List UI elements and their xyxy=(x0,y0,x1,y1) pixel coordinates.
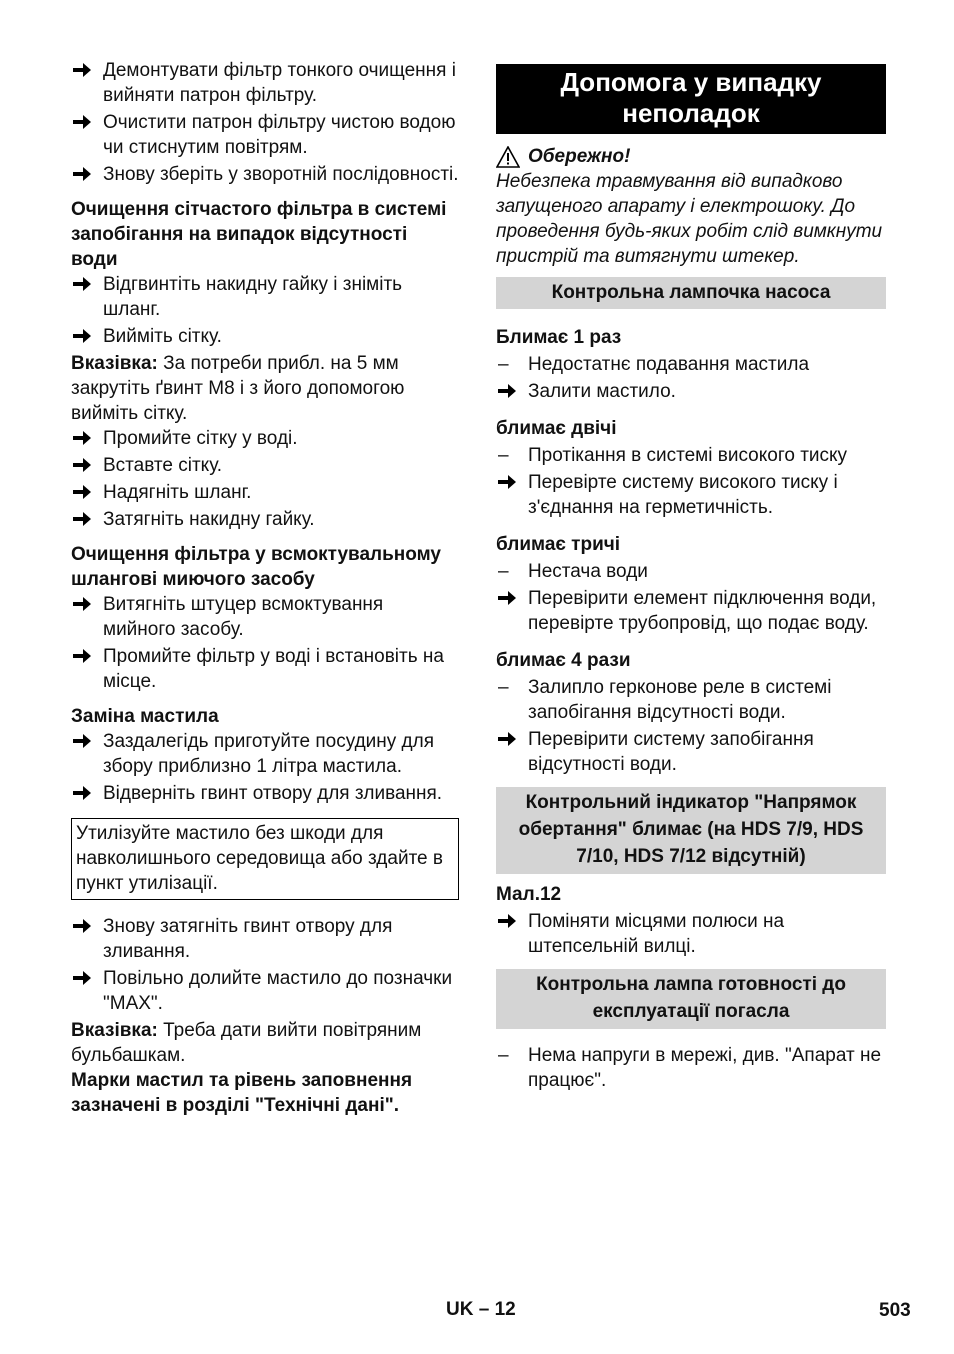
step-item: Повільно долийте мастило до позначки "MAX". xyxy=(71,966,459,1016)
step-item: Промийте фільтр у воді і встановіть на місце. xyxy=(71,644,459,694)
arrow-right-icon xyxy=(73,644,99,669)
cause-item: – Нема напруги в мережі, див. "Апарат не працює". xyxy=(498,1045,882,1091)
right-column xyxy=(496,58,886,1095)
arrow-right-icon xyxy=(73,58,99,83)
fix-item: Перевірте систему високого тиску і з'єднання на герметичність. xyxy=(496,470,886,520)
environment-note-box: Утилізуйте мастило без шкоди для навколишнього середовища або здайте в пункт утилізації. xyxy=(71,818,459,900)
arrow-right-icon xyxy=(73,914,99,939)
arrow-right-icon xyxy=(498,470,524,495)
step-item: Відгвинтіть накидну гайку і зніміть шланг. xyxy=(71,272,459,322)
step-item: Заздалегідь приготуйте посудину для збору приблизно 1 літра мастила. xyxy=(71,729,459,779)
note-label: Вказівка: xyxy=(71,353,158,374)
heading-suction-filter: Очищення фільтра у всмоктувальному шлангові миючого засобу xyxy=(71,544,441,590)
arrow-right-icon xyxy=(73,453,99,478)
page-number: 503 xyxy=(879,1300,911,1321)
step-item: Відверніть гвинт отвору для зливання. xyxy=(71,781,459,806)
step-item: Затягніть накидну гайку. xyxy=(71,507,459,532)
note-paragraph xyxy=(71,351,459,426)
rotation-indicator-title: Контрольний індикатор "Напрямок обертання" блимає (на HDS 7/9, HDS 7/10, HDS 7/12 відсутній) xyxy=(496,787,886,874)
footer-section-label: UK – 12 xyxy=(446,1299,516,1320)
arrow-right-icon xyxy=(498,586,524,611)
warning-triangle-icon xyxy=(496,146,520,168)
step-item: Знову зберіть у зворотній послідовності. xyxy=(71,162,459,187)
figure-reference: Мал.12 xyxy=(496,884,562,905)
cause-item: – Залипло герконове реле в системі запобігання відсутності води. xyxy=(498,677,832,723)
arrow-right-icon xyxy=(73,162,99,187)
heading-oil-change: Заміна мастила xyxy=(71,706,219,727)
warning-text: Небезпека травмування від випадково запущеного апарату і електрошоку. До проведення будь-яких робіт слід вимкнути пристрій та витягнути штекер. xyxy=(496,171,883,267)
cause-item: – Недостатнє подавання мастила xyxy=(498,354,810,375)
note-label: Вказівка: xyxy=(71,1020,158,1041)
section-title-troubleshooting: Допомога у випадку неполадок xyxy=(496,64,886,134)
dash-bullet: – xyxy=(498,561,509,582)
pump-lamp-title: Контрольна лампочка насоса xyxy=(496,277,886,309)
warning-heading xyxy=(496,144,886,169)
blink-twice-heading: блимає двічі xyxy=(496,418,617,439)
arrow-right-icon xyxy=(73,781,99,806)
arrow-right-icon xyxy=(73,966,99,991)
arrow-right-icon xyxy=(498,379,524,404)
step-item: Вийміть сітку. xyxy=(71,324,459,349)
note-text: Треба дати вийти повітряним бульбашкам. xyxy=(71,1020,422,1066)
fix-item: Перевірити елемент підключення води, перевірте трубопровід, що подає воду. xyxy=(496,586,886,636)
arrow-right-icon xyxy=(73,480,99,505)
cause-item: – Протікання в системі високого тиску xyxy=(498,445,848,466)
arrow-right-icon xyxy=(498,727,524,752)
step-item: Надягніть шланг. xyxy=(71,480,459,505)
step-item: Очистити патрон фільтру чистою водою чи стиснутим повітрям. xyxy=(71,110,459,160)
arrow-right-icon xyxy=(73,110,99,135)
warning-label: Обережно! xyxy=(528,146,631,167)
heading-sieve-filter: Очищення сітчастого фільтра в системі запобігання на випадок відсутності води xyxy=(71,199,447,270)
step-item: Вставте сітку. xyxy=(71,453,459,478)
step-item: Промийте сітку у воді. xyxy=(71,426,459,451)
left-column xyxy=(71,58,459,1118)
blink-three-heading: блимає тричі xyxy=(496,534,621,555)
fix-item: Залити мастило. xyxy=(496,379,886,404)
arrow-right-icon xyxy=(498,909,524,934)
fix-item: Перевірити систему запобігання відсутності води. xyxy=(496,727,886,777)
step-item: Знову затягніть гвинт отвору для зливання. xyxy=(71,914,459,964)
dash-bullet: – xyxy=(498,1045,509,1066)
blink-once-heading: Блимає 1 раз xyxy=(496,327,622,348)
ready-lamp-title: Контрольна лампа готовності до експлуатації погасла xyxy=(496,969,886,1029)
arrow-right-icon xyxy=(73,272,99,297)
step-item: Витягніть штуцер всмоктування мийного засобу. xyxy=(71,592,459,642)
arrow-right-icon xyxy=(73,729,99,754)
dash-bullet: – xyxy=(498,677,509,698)
dash-bullet: – xyxy=(498,354,509,375)
note-text: За потреби прибл. на 5 мм закрутіть ґвинт М8 і з його допомогою вийміть сітку. xyxy=(71,353,405,424)
cause-item: – Нестача води xyxy=(498,561,648,582)
step-item: Демонтувати фільтр тонкого очищення і вийняти патрон фільтру. xyxy=(71,58,459,108)
arrow-right-icon xyxy=(73,426,99,451)
fix-item: Поміняти місцями полюси на штепсельній вилці. xyxy=(496,909,886,959)
blink-four-heading: блимає 4 рази xyxy=(496,650,631,671)
arrow-right-icon xyxy=(73,324,99,349)
dash-bullet: – xyxy=(498,445,509,466)
arrow-right-icon xyxy=(73,592,99,617)
arrow-right-icon xyxy=(73,507,99,532)
note-paragraph xyxy=(71,1018,459,1068)
oil-grades-note: Марки мастил та рівень заповнення зазначені в розділі "Технічні дані". xyxy=(71,1070,413,1116)
